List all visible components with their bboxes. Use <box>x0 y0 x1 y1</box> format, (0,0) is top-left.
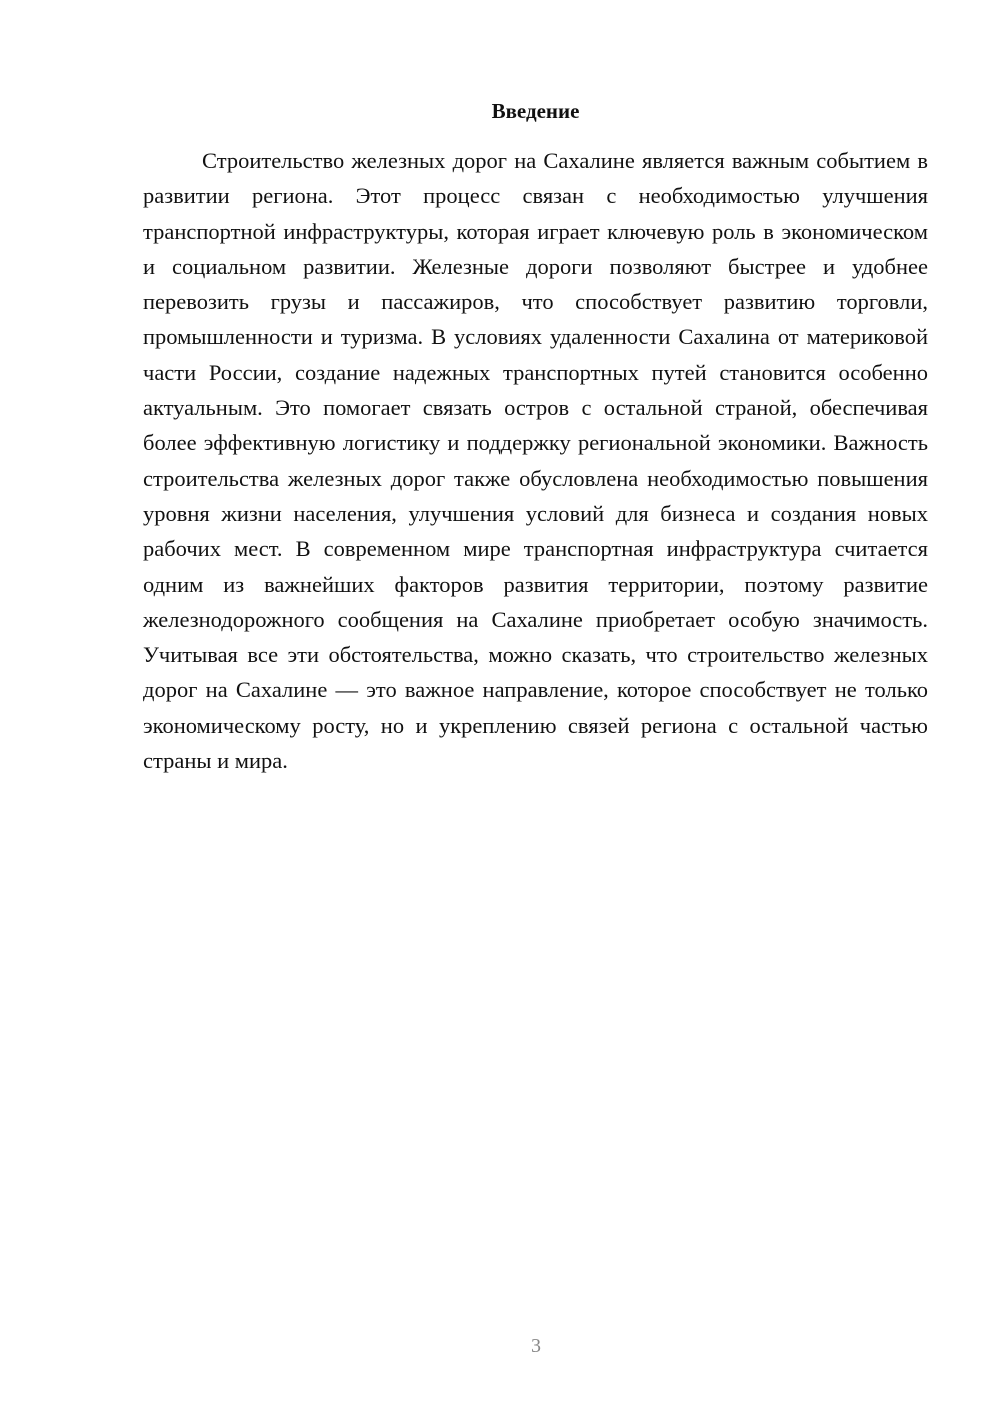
section-heading: Введение <box>491 99 580 123</box>
page-number: 3 <box>531 1335 541 1357</box>
body-paragraph: Строительство железных дорог на Сахалине является важным событием в развитии региона. Этот процесс связан с необходимостью улучшения транспортной инфраструктуры, которая играет ключевую роль в экономическом и социальном развитии. Железные дороги позволяют быстрее и удобнее перевозить грузы и пассажиров, что способствует развитию торговли, промышленности и туризма. В условиях удаленности Сахалина от материковой части России, создание надежных транспортных путей становится особенно актуальным. Это помогает связать остров с остальной страной, обеспечивая более эффективную логистику и поддержку региональной экономики. Важность строительства железных дорог также обусловлена необходимостью повышения уровня жизни населения, улучшения условий для бизнеса и создания новых рабочих мест. В современном мире транспортная инфраструктура считается одним из важнейших факторов развития территории, поэтому развитие железнодорожного сообщения на Сахалине приобретает особую значимость. Учитывая все эти обстоятельства, можно сказать, что строительство железных дорог на Сахалине — это важное направление, которое способствует не только экономическому росту, но и укреплению связей региона с остальной частью страны и мира. <box>143 148 928 774</box>
